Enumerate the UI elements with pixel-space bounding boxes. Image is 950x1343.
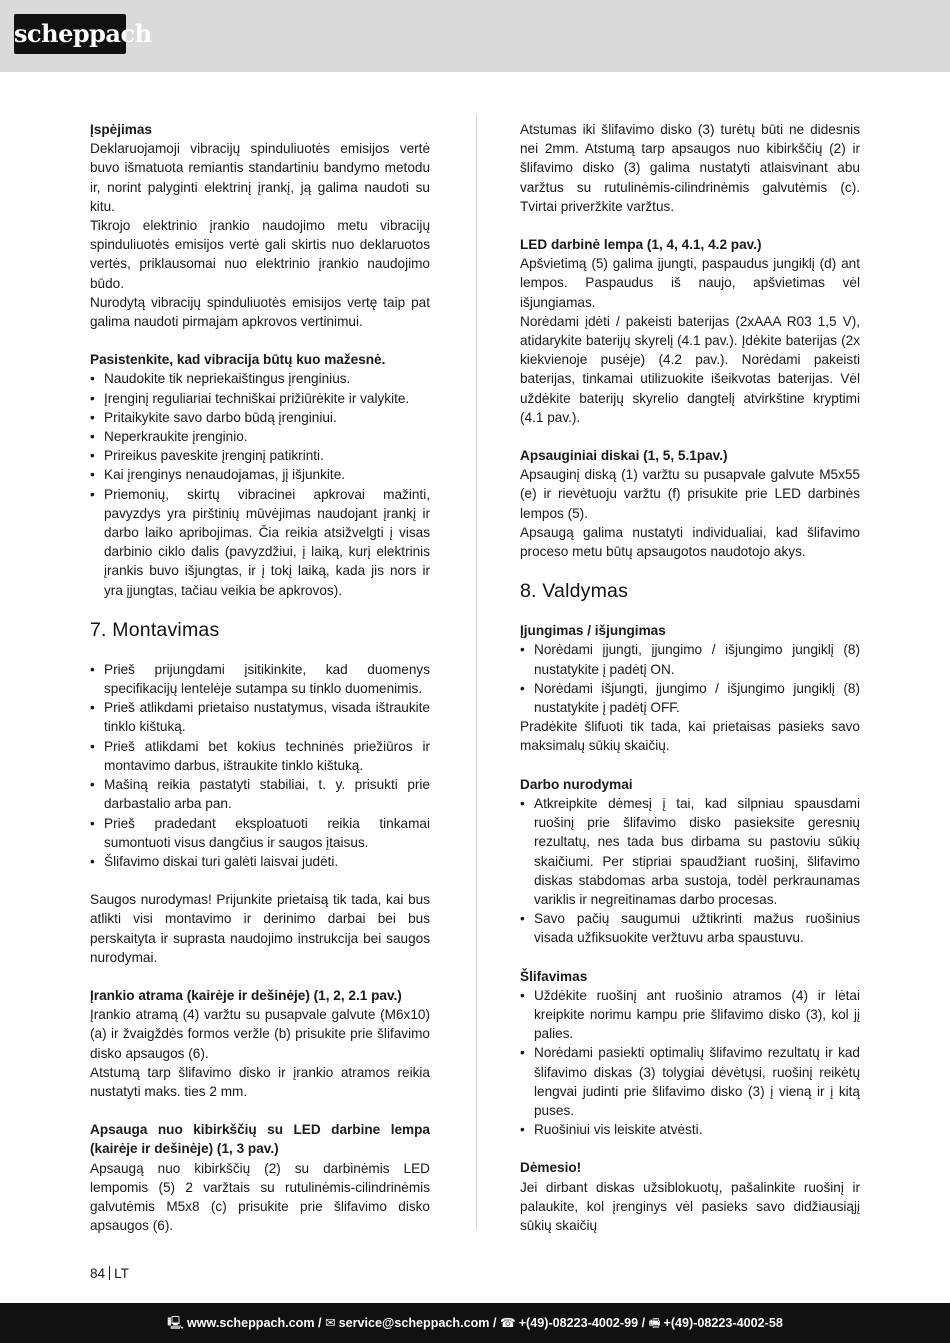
page-number (90, 1266, 129, 1281)
page-number-value: 84 (90, 1266, 106, 1281)
list-item: • Mašiną reikia pastatyti stabiliai, t. y. prisukti prie darbastalio arba pan. (90, 775, 430, 813)
scheppach-logo: scheppach (14, 14, 126, 54)
on-off-paragraph: Pradėkite šlifuoti tik tada, kai prietaisas pasieks savo maksimalų sūkių skaičių. (520, 719, 860, 754)
guard-discs-paragraph-2: Apsaugą galima nustatyti individualiai, kad šlifavimo proceso metu būtų apsaugotos naudotojo akys. (520, 524, 860, 560)
right-column (520, 120, 860, 1235)
list-item: • Ruošiniui vis leiskite atvėsti. (520, 1120, 860, 1139)
list-item: • Pritaikykite savo darbo būdą įrenginiui. (90, 408, 430, 427)
led-lamp-heading: LED darbinė lempa (1, 4, 4.1, 4.2 pav.) (520, 237, 762, 253)
left-column (90, 120, 430, 1235)
section-7-title: 7. Montavimas (90, 618, 220, 641)
on-off-heading: Įjungimas / išjungimas (520, 623, 666, 639)
spark-guard-paragraph: Apsaugą nuo kibirkščių (2) su darbinėmis LED lempomis (5) 2 varžtais su rutulinėmis-cilindrinėmis galvutėmis M5x8 (c) prisukite prie šlifavimo disko apsaugos (6). (90, 1160, 430, 1234)
tool-rest-heading: Įrankio atrama (kairėje ir dešinėje) (1, 2, 2.1 pav.) (90, 987, 402, 1003)
list-item: • Savo pačių saugumui užtikrinti mažus ruošinius visada užfiksuokite veržtuvu arba spaustuvu. (520, 909, 860, 947)
language-code: LT (114, 1266, 129, 1281)
warning-paragraph-2: Tikrojo elektrinio įrankio naudojimo metu vibracijų spinduliuotės emisijos vertė gali skirtis nuo deklaruotos vertės, priklausomai nuo elektrinio įrankio naudojimo būdo. (90, 218, 430, 291)
list-item: • Prieš pradedant eksploatuoti reikia tinkamai sumontuoti visus dangčius ir saugos įtaisus. (90, 814, 430, 852)
list-item: • Šlifavimo diskai turi galėti laisvai judėti. (90, 852, 430, 871)
footer-fax: +(49)-08223-4002-58 (663, 1316, 783, 1330)
section-8-title: 8. Valdymas (520, 580, 629, 603)
warning-paragraph-3: Nurodytą vibracijų spinduliuotės emisijos vertę taip pat galima naudoti pirmajam apkrovos vertinimui. (90, 294, 430, 330)
tool-rest-paragraph-2: Atstumą tarp šlifavimo disko ir įrankio atramos reikia nustatyti maks. ties 2 mm. (90, 1064, 430, 1099)
footer-phone: +(49)-08223-4002-99 / (518, 1316, 646, 1330)
list-item: • Norėdami išjungti, įjungimo / išjungimo jungiklį (8) nustatykite į padėtį OFF. (520, 679, 860, 717)
distance-paragraph: Atstumas iki šlifavimo disko (3) turėtų būti ne didesnis nei 2mm. Atstumą tarp apsaugos nuo kibirkščių (2) ir šlifavimo disko (3) galima nustatyti atlaisvinant abu varžtus su rutulinėmis-cilindrinėmis galvutėmis (c). Tvirtai priveržkite varžtus. (520, 122, 860, 214)
list-item: • Prieš atlikdami prietaiso nustatymus, visada ištraukite tinklo kištuką. (90, 698, 430, 736)
list-item: • Įrenginį reguliariai techniškai prižiūrėkite ir valykite. (90, 389, 430, 408)
footer-bar (0, 1303, 950, 1343)
on-off-list (520, 640, 860, 717)
tool-rest-paragraph-1: Įrankio atramą (4) varžtu su pusapvale galvute (M6x10) (a) ir žvaigždės formos veržle (b) prisukite prie šlifavimo disko apsaugos (6). (90, 1007, 430, 1061)
header-band (0, 0, 950, 72)
guard-discs-heading: Apsauginiai diskai (1, 5, 5.1pav.) (520, 448, 728, 464)
fax-icon: 🖷 (648, 1316, 661, 1330)
grinding-heading: Šlifavimas (520, 968, 588, 984)
footer-email[interactable]: service@scheppach.com / (338, 1316, 497, 1330)
vibration-list (90, 369, 430, 599)
list-item: • Prieš prijungdami įsitikinkite, kad duomenys specifikacijų lentelėje sutampa su tinklo duomenimis. (90, 660, 430, 698)
list-item: • Uždėkite ruošinį ant ruošinio atramos (4) ir lėtai kreipkite norimu kampu prie šlifavimo disko (3), kol jį palies. (520, 986, 860, 1044)
attention-paragraph: Jei dirbant diskas užsiblokuotų, pašalinkite ruošinį ir palaukite, kol įrenginys vėl pasieks savo didžiausiąjį sūkių skaičių (520, 1179, 860, 1233)
warning-paragraph-1: Deklaruojamoji vibracijų spinduliuotės emisijos vertė buvo išmatuota remiantis standartiniu bandymo metodu ir, norint palyginti elektrinį įrankį, ją galima naudoti su kitu. (90, 141, 430, 214)
list-item: • Norėdami įjungti, įjungimo / išjungimo jungiklį (8) nustatykite į padėtį ON. (520, 640, 860, 678)
list-item: • Neperkraukite įrenginio. (90, 427, 430, 446)
vibration-heading: Pasistenkite, kad vibracija būtų kuo mažesnė. (90, 352, 386, 368)
assembly-list (90, 660, 430, 871)
guard-discs-paragraph-1: Apsauginį diską (1) varžtu su pusapvale galvute M5x55 (e) ir rievėtuoju varžtu (f) prisukite prie LED darbinės lempos (5). (520, 467, 860, 521)
led-lamp-paragraph-1: Apšvietimą (5) galima įjungti, paspaudus jungiklį (d) ant lempos. Paspaudus iš naujo, apšvietimas vėl išjungiamas. (520, 256, 860, 310)
list-item: • Kai įrenginys nenaudojamas, jį išjunkite. (90, 465, 430, 484)
computer-icon: 🖳 (167, 1316, 184, 1330)
work-instructions-list (520, 794, 860, 948)
list-item: • Naudokite tik nepriekaištingus įrenginius. (90, 369, 430, 388)
attention-heading: Dėmesio! (520, 1160, 582, 1176)
work-instructions-heading: Darbo nurodymai (520, 776, 633, 792)
warning-heading: Įspėjimas (90, 122, 152, 137)
spark-guard-heading: Apsauga nuo kibirkščių su LED darbine lempa (kairėje ir dešinėje) (1, 3 pav.) (90, 1122, 430, 1157)
led-lamp-paragraph-2: Norėdami įdėti / pakeisti baterijas (2xAAA R03 1,5 V), atidarykite baterijų skyrelį (4.1 pav.). Įdėkite baterijas (2x kiekvienoje pusėje) (4.2 pav.). Norėdami pakeisti baterijas, tinkamai utilizuokite išeikvotas baterijas. Vėl uždėkite baterijų skyrelio dangtelį atvirkštine kryptimi (4.1 pav.). (520, 313, 860, 425)
footer-website[interactable]: www.scheppach.com / (186, 1316, 322, 1330)
mail-icon: ✉ (325, 1316, 336, 1330)
list-item: • Prireikus paveskite įrenginį patikrinti. (90, 446, 430, 465)
grinding-list (520, 986, 860, 1140)
list-item: • Prieš atlikdami bet kokius techninės priežiūros ir montavimo darbus, ištraukite tinklo kištuką. (90, 737, 430, 775)
list-item: • Priemonių, skirtų vibracinei apkrovai mažinti, pavyzdys yra pirštinių mūvėjimas naudojant įrankį ir darbo laiko apribojimas. Čia reikia atsižvelgti į visas darbinio ciklo dalis (pavyzdžiui, į laiką, kurį elektrinis įrankis buvo išjungtas, ir į tokį laiką, kada jis nors ir yra įjungtas, tačiau veikia be apkrovos). (90, 485, 430, 600)
list-item: • Atkreipkite dėmesį į tai, kad silpniau spausdami ruošinį prie šlifavimo disko pasieksite geresnių rezultatų, nes tada bus dirbama su pastoviu sūkių skaičiumi. Per stipriai spaudžiant ruošinį, šlifavimo diskas stabdomas arba sustoja, todėl perkraunamas variklis ir negreitinamas darbo procesas. (520, 794, 860, 909)
list-item: • Norėdami pasiekti optimalių šlifavimo rezultatų ir kad šlifavimo diskas (3) tolygiai dėvėtųsi, ruošinį reikėtų lengvai judinti prie šlifavimo disko (3) į vieną ir į kitą puses. (520, 1043, 860, 1120)
safety-note: Saugos nurodymas! Prijunkite prietaisą tik tada, kai bus atlikti visi montavimo ir derinimo darbai bei bus perskaityta ir suprasta naudojimo instrukcija bei saugos nurodymai. (90, 892, 430, 965)
column-divider (476, 114, 477, 1230)
phone-icon: ☎ (500, 1316, 516, 1330)
